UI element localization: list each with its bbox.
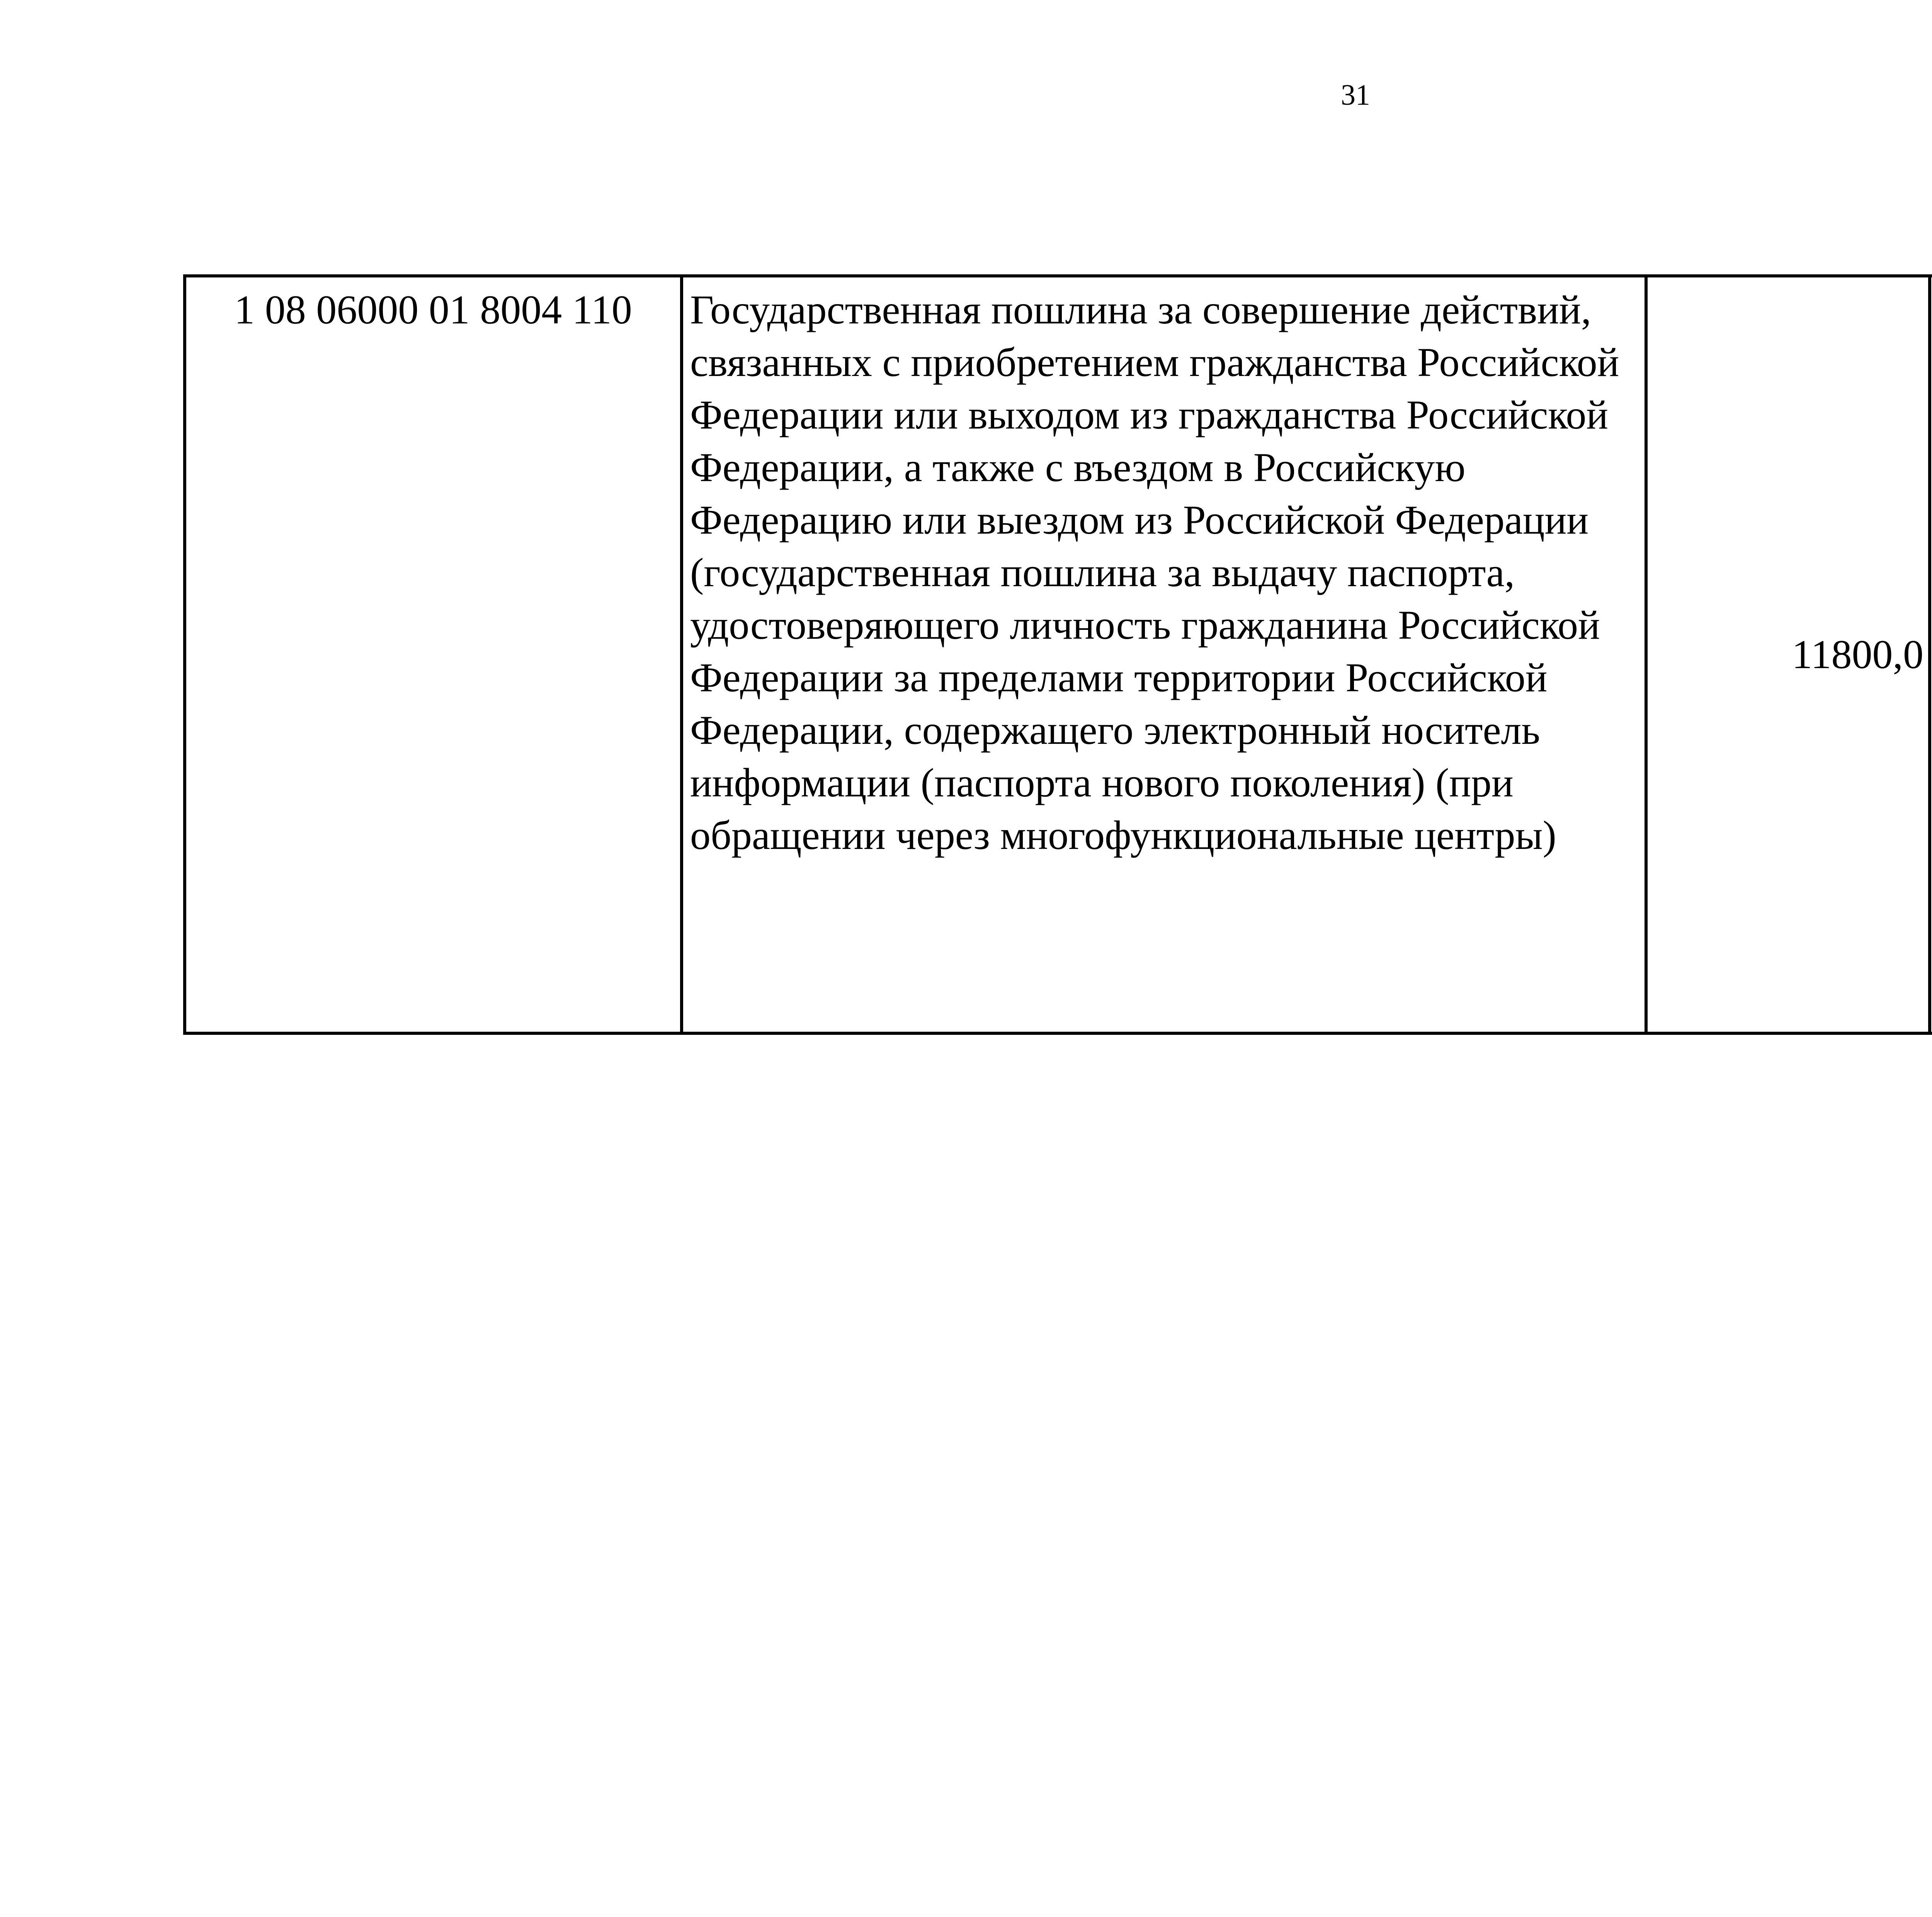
revenue-description: Государственная пошлина за совершение действий, связанных с приобретением гражданства Российской Федерации или выходом из гражданства Российской Федерации, а также с въездом в Российскую Федерацию или выездом из Российской Федерации (государственная пошлина за выдачу паспорта, удостоверяющего личность гражданина Российской Федерации за пределами территории Российской Федерации, содержащего электронный носитель информации (паспорта нового поколения) (при обращении через многофункциональные центры) bbox=[682, 276, 1646, 1033]
table-row bbox=[185, 276, 1932, 1033]
page-number: 31 bbox=[1341, 79, 1370, 111]
amount-cell-1: 11800,0 bbox=[1646, 276, 1930, 1033]
budget-table bbox=[183, 274, 1932, 1035]
budget-classification-code: 1 08 06000 01 8004 110 bbox=[185, 276, 682, 1033]
amount-cell-2 bbox=[1930, 276, 1932, 1033]
